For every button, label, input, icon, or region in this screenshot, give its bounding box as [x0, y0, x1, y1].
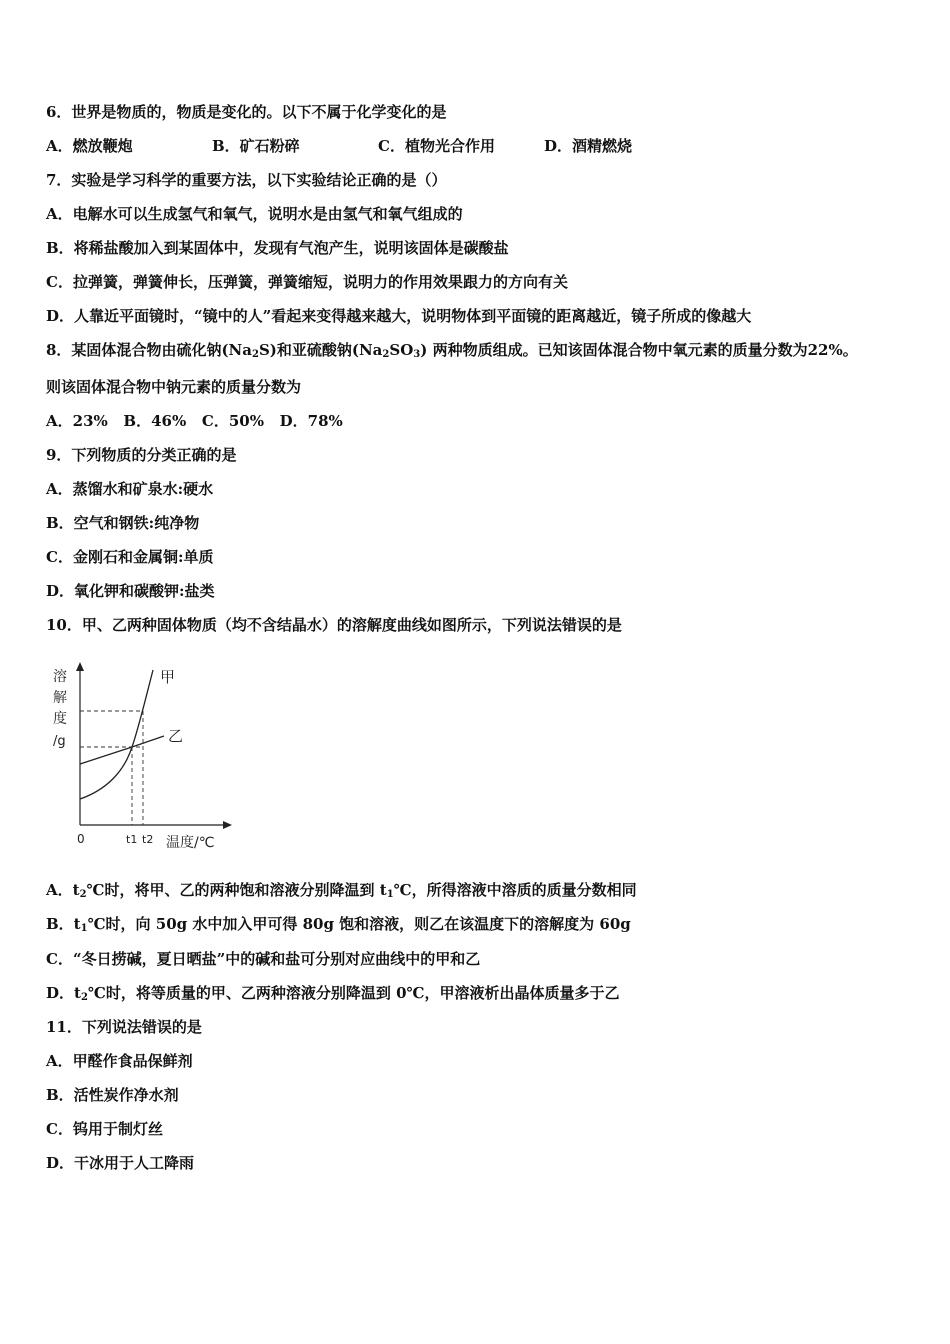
curve-yi — [80, 736, 164, 764]
q7-option-a: A．电解水可以生成氢气和氧气，说明水是由氢气和氧气组成的 — [46, 205, 463, 223]
q9-option-d: D．氧化钾和碳酸钾:盐类 — [46, 582, 215, 600]
curve-yi-label: 乙 — [168, 727, 184, 745]
q10-option-c: C．“冬日捞碱，夏日晒盐”中的碱和盐可分别对应曲线中的甲和乙 — [46, 950, 481, 968]
q8-options: A．23% B．46% C．50% D．78% — [46, 412, 343, 430]
q10-option-a: A．$t_2℃$时，将甲、乙的两种饱和溶液分别降温到 $t_1℃$，所得溶液中溶质的质量分数相同 — [46, 881, 637, 900]
y-label-4: /g — [53, 734, 66, 749]
y-label-2: 解 — [53, 690, 67, 706]
q6-option-d: D．酒精燃烧 — [544, 137, 633, 155]
q6-option-b: B．矿石粉碎 — [212, 137, 300, 155]
q10-option-d: D．$t_2℃$时，将等质量的甲、乙两种溶液分别降温到 0℃，甲溶液析出晶体质量多于乙 — [46, 984, 620, 1003]
t1-label: t1 — [126, 833, 138, 846]
y-axis-arrow — [76, 662, 84, 671]
solubility-curve-figure — [46, 660, 236, 855]
q9-stem: 9．下列物质的分类正确的是 — [46, 446, 237, 464]
y-label-3: 度 — [53, 711, 67, 727]
x-axis-arrow — [223, 821, 232, 829]
q11-stem: 11．下列说法错误的是 — [46, 1018, 202, 1036]
q6-stem: 6．世界是物质的，物质是变化的。以下不属于化学变化的是 — [46, 103, 447, 121]
curve-jia — [80, 670, 153, 799]
q11-option-b: B．活性炭作净水剂 — [46, 1086, 179, 1104]
origin-label: 0 — [77, 832, 85, 846]
q6-option-c: C．植物光合作用 — [378, 137, 495, 155]
y-label-1: 溶 — [53, 669, 67, 685]
q8-stem: 8．某固体混合物由硫化钠$(Na_2S)$和亚硫酸钠$(Na_2SO_3)$ 两种物质组成。已知该固体混合物中氧元素的质量分数为22%。 — [46, 341, 858, 360]
q11-option-a: A．甲醛作食品保鲜剂 — [46, 1052, 193, 1070]
q6-option-a: A．燃放鞭炮 — [46, 137, 133, 155]
q7-stem: 7．实验是学习科学的重要方法，以下实验结论正确的是（） — [46, 171, 447, 189]
q8-stem-line2: 则该固体混合物中钠元素的质量分数为 — [46, 378, 302, 396]
q9-option-b: B．空气和钢铁:纯净物 — [46, 514, 200, 532]
x-axis-label: 温度/℃ — [166, 835, 215, 851]
q10-stem: 10．甲、乙两种固体物质（均不含结晶水）的溶解度曲线如图所示，下列说法错误的是 — [46, 616, 622, 634]
curve-jia-label: 甲 — [160, 668, 176, 686]
t2-label: t2 — [142, 833, 154, 846]
q7-option-c: C．拉弹簧，弹簧伸长，压弹簧，弹簧缩短，说明力的作用效果跟力的方向有关 — [46, 273, 568, 291]
q7-option-d: D．人靠近平面镜时，“镜中的人”看起来变得越来越大，说明物体到平面镜的距离越近，镜子所成的像越大 — [46, 307, 752, 325]
q11-option-d: D．干冰用于人工降雨 — [46, 1154, 195, 1172]
q11-option-c: C．钨用于制灯丝 — [46, 1120, 163, 1138]
q9-option-a: A．蒸馏水和矿泉水:硬水 — [46, 480, 214, 498]
q10-option-b: B．$t_1℃$时，向 50g 水中加入甲可得 80g 饱和溶液，则乙在该温度下的溶解度为 60g — [46, 915, 631, 934]
q9-option-c: C．金刚石和金属铜:单质 — [46, 548, 214, 566]
q7-option-b: B．将稀盐酸加入到某固体中，发现有气泡产生，说明该固体是碳酸盐 — [46, 239, 509, 257]
